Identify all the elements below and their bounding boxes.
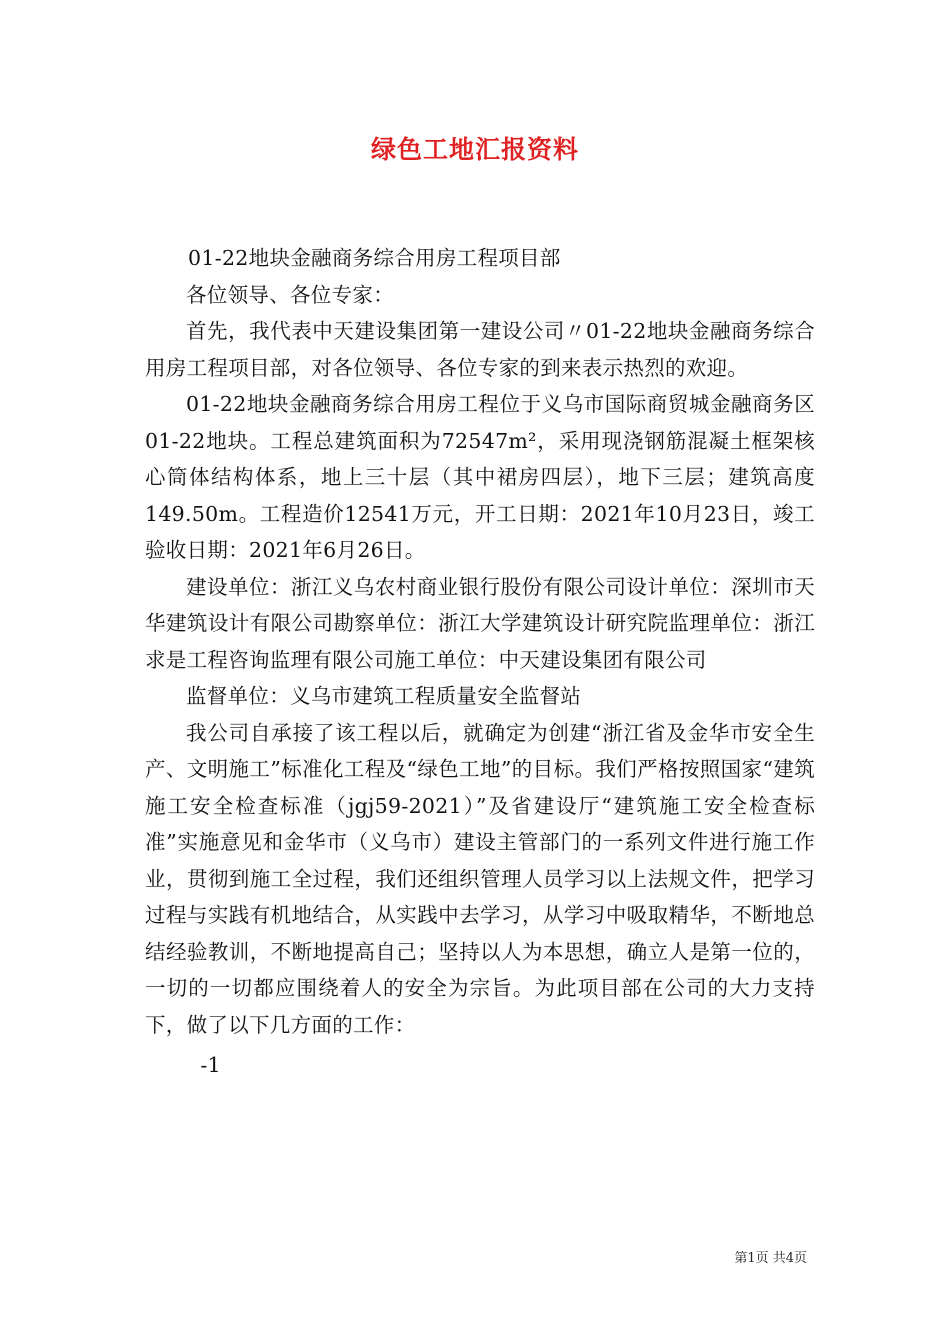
project-department-line: 01-22地块金融商务综合用房工程项目部 [188,246,561,270]
supervision-unit-line: 监督单位：义乌市建筑工程质量安全监督站 [186,684,582,708]
document-title: 绿色工地汇报资料 [370,135,579,164]
goals-paragraph: 我公司自承接了该工程以后，就确定为创建“浙江省及金华市安全生产、文明施工”标准化工程及“绿色工地”的目标。我们严格按照国家“建筑施工安全检查标准（jgj59-2021）”及省建设厅“建筑施工安全检查标准”实施意见和金华市（义乌市）建设主管部门的一系列文件进行施工作业，贯彻到施工全过程，我们还组织管理人员学习以上法规文件，把学习过程与实践有机地结合，从实践中去学习，从学习中吸取精华，不断地总结经验教训，不断地提高自己；坚持以人为本思想，确立人是第一位的，一切的一切都应围绕着人的安全为宗旨。为此项目部在公司的大力支持下，做了以下几方面的工作： [145,720,815,1037]
salutation: 各位领导、各位专家： [186,282,394,307]
project-overview-paragraph: 01-22地块金融商务综合用房工程位于义乌市国际商贸城金融商务区01-22地块。工程总建筑面积为72547m²，采用现浇钢筋混凝土框架核心筒体结构体系，地上三十层（其中裙房四层），地下三层；建筑高度149.50m。工程造价12541万元，开工日期：2021年10月23日，竣工验收日期：2021年6月26日。 [145,392,815,562]
page-footer: 第1页 共4页 [734,1251,807,1266]
participating-units-paragraph: 建设单位：浙江义乌农村商业银行股份有限公司设计单位：深圳市天华建筑设计有限公司勘察单位：浙江大学建筑设计研究院监理单位：浙江求是工程咨询监理有限公司施工单位：中天建设集团有限公司 [145,574,815,672]
document-body [145,240,815,1084]
welcome-paragraph: 首先，我代表中天建设集团第一建设公司〃01-22地块金融商务综合用房工程项目部，对各位领导、各位专家的到来表示热烈的欢迎。 [145,319,815,380]
section-marker: -1 [200,1053,221,1077]
